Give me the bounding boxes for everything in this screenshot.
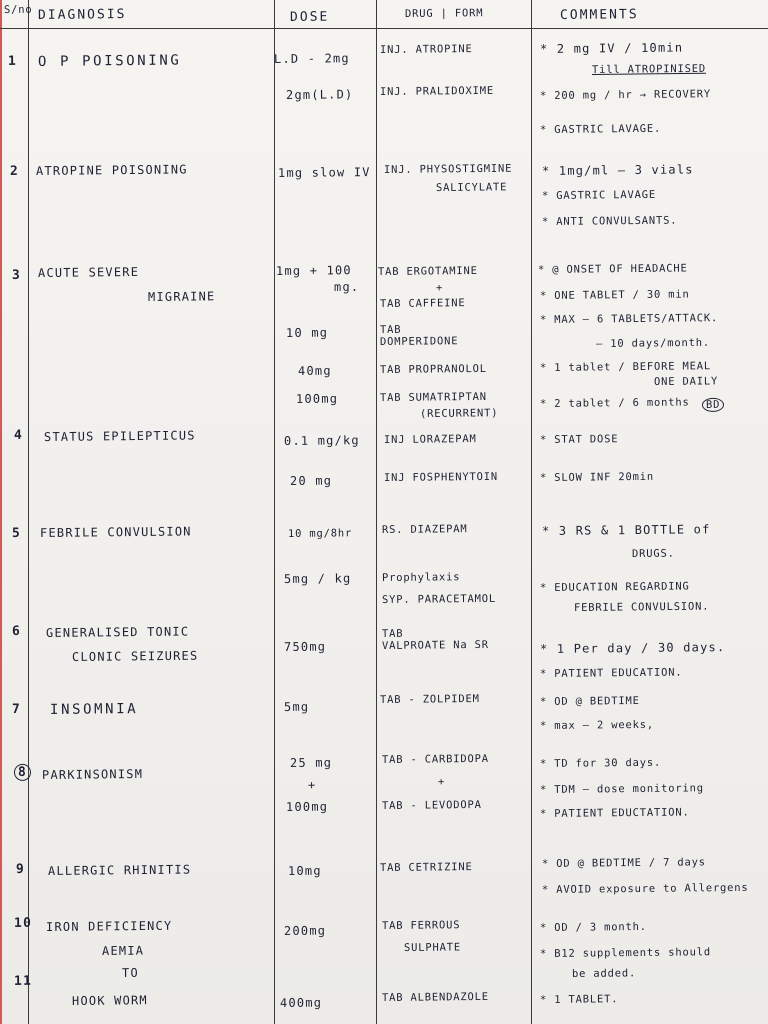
drug-text: SYP. PARACETAMOL xyxy=(381,592,497,606)
drug-text: DOMPERIDONE xyxy=(379,335,459,348)
drug-text: TAB - CARBIDOPA xyxy=(381,752,489,766)
comment-text: * 2 mg IV / 10min xyxy=(539,40,684,56)
dose-text: 750mg xyxy=(283,639,327,654)
header-underline xyxy=(0,28,768,29)
diagnosis-text: O P POISONING xyxy=(37,52,182,70)
comment-badge: BD xyxy=(702,398,724,412)
row-number: 9 xyxy=(15,861,26,877)
dose-text: 10 mg xyxy=(285,325,329,340)
dose-text: 20 mg xyxy=(289,473,333,488)
dose-text: 40mg xyxy=(297,363,332,378)
row-number: 6 xyxy=(11,623,22,639)
comment-text: * OD @ BEDTIME xyxy=(539,694,640,708)
comment-text: ONE DAILY xyxy=(653,375,719,388)
comment-text: * GASTRIC LAVAGE. xyxy=(539,122,662,136)
comment-text: * 1mg/ml — 3 vials xyxy=(541,162,694,178)
dose-text: 0.1 mg/kg xyxy=(283,433,360,448)
diagnosis-text: STATUS EPILEPTICUS xyxy=(43,428,196,444)
comment-text: * 1 tablet / BEFORE MEAL xyxy=(539,360,711,374)
dose-text: 400mg xyxy=(279,995,323,1010)
drug-text: SULPHATE xyxy=(403,941,462,954)
drug-text: TAB - LEVODOPA xyxy=(381,798,482,812)
diagnosis-text: INSOMNIA xyxy=(49,701,139,718)
row-number: 11 xyxy=(13,973,33,989)
dose-text: 1mg slow IV xyxy=(277,165,371,180)
diagnosis-text: CLONIC SEIZURES xyxy=(71,648,199,664)
comment-text: * OD / 3 month. xyxy=(539,920,647,934)
header-sno: S/no xyxy=(3,3,33,16)
diagnosis-text: ALLERGIC RHINITIS xyxy=(47,862,192,878)
dose-text: 200mg xyxy=(283,923,327,938)
comment-text: Till ATROPINISED xyxy=(591,62,707,76)
drug-text: INJ. PHYSOSTIGMINE xyxy=(383,162,513,176)
drug-text: (RECURRENT) xyxy=(419,407,499,420)
comment-text: * max — 2 weeks, xyxy=(539,718,655,732)
dose-text: L.D - 2mg xyxy=(273,51,350,66)
row-number: 2 xyxy=(9,163,20,179)
drug-text: VALPROATE Na SR xyxy=(381,638,489,652)
comment-text: * 200 mg / hr → RECOVERY xyxy=(539,88,711,102)
comment-text: * OD @ BEDTIME / 7 days xyxy=(541,856,706,870)
comment-text: be added. xyxy=(571,967,637,980)
diagnosis-text: ATROPINE POISONING xyxy=(35,162,188,178)
comment-text: * 2 tablet / 6 months xyxy=(539,396,690,410)
drug-text: TAB CAFFEINE xyxy=(379,297,466,310)
dose-text: 1mg + 100 xyxy=(275,263,352,278)
comment-text: * MAX — 6 TABLETS/ATTACK. xyxy=(539,312,719,326)
comment-text: * 1 Per day / 30 days. xyxy=(539,640,726,656)
diagnosis-text: HOOK WORM xyxy=(71,993,148,1008)
header-diagnosis: DIAGNOSIS xyxy=(37,7,127,23)
drug-text: + xyxy=(437,775,446,788)
drug-text: TAB PROPRANOLOL xyxy=(379,362,487,376)
comment-text: * B12 supplements should xyxy=(539,946,711,960)
dose-text: 2gm(L.D) xyxy=(285,87,354,102)
diagnosis-text: TO xyxy=(121,965,139,980)
margin-line xyxy=(0,0,2,1024)
header-dose: DOSE xyxy=(289,9,330,25)
diagnosis-text: FEBRILE CONVULSION xyxy=(39,524,192,540)
drug-text: TAB SUMATRIPTAN xyxy=(379,390,487,404)
drug-text: Prophylaxis xyxy=(381,571,461,584)
comment-text: — 10 days/month. xyxy=(595,336,711,350)
dose-text: 100mg xyxy=(285,799,329,814)
row-number: 8 xyxy=(14,764,31,781)
diagnosis-text: MIGRAINE xyxy=(147,289,216,304)
comment-text: * ANTI CONVULSANTS. xyxy=(541,214,678,228)
diagnosis-text: AEMIA xyxy=(101,943,145,958)
diagnosis-text: PARKINSONISM xyxy=(41,766,144,782)
drug-text: TAB xyxy=(379,323,402,336)
column-divider-comments xyxy=(531,0,532,1024)
comment-text: DRUGS. xyxy=(631,547,675,560)
comment-text: * EDUCATION REGARDING xyxy=(539,580,690,594)
drug-text: TAB xyxy=(381,627,404,640)
dose-text: 10 mg/8hr xyxy=(287,527,353,540)
dose-text: 5mg / kg xyxy=(283,571,352,586)
dose-text: + xyxy=(307,777,317,792)
drug-text: INJ LORAZEPAM xyxy=(383,433,477,446)
column-divider-drug xyxy=(376,0,377,1024)
comment-text: * SLOW INF 20min xyxy=(539,470,655,484)
drug-text: INJ. ATROPINE xyxy=(379,43,473,56)
comment-text: * GASTRIC LAVAGE xyxy=(541,188,657,202)
drug-text: TAB - ZOLPIDEM xyxy=(379,692,480,706)
dose-text: 10mg xyxy=(287,863,322,878)
column-divider-dose xyxy=(274,0,275,1024)
diagnosis-text: GENERALISED TONIC xyxy=(45,624,190,640)
dose-text: 5mg xyxy=(283,699,310,714)
comment-text: * ONE TABLET / 30 min xyxy=(539,288,690,302)
row-number: 10 xyxy=(13,915,33,931)
drug-text: TAB ERGOTAMINE xyxy=(377,264,478,278)
row-number: 3 xyxy=(11,267,22,283)
comment-text: * STAT DOSE xyxy=(539,433,619,446)
drug-text: RS. DIAZEPAM xyxy=(381,523,468,536)
drug-text: + xyxy=(435,281,444,294)
row-number: 4 xyxy=(13,427,24,443)
comment-text: * PATIENT EDUCTATION. xyxy=(539,806,690,820)
drug-text: TAB ALBENDAZOLE xyxy=(381,990,489,1004)
drug-text: TAB FERROUS xyxy=(381,919,461,932)
dose-text: mg. xyxy=(333,279,360,294)
diagnosis-text: ACUTE SEVERE xyxy=(37,264,140,280)
comment-text: * 3 RS & 1 BOTTLE of xyxy=(541,522,711,538)
column-divider-sno xyxy=(28,0,29,1024)
comment-text: * 1 TABLET. xyxy=(539,993,619,1006)
drug-text: INJ FOSPHENYTOIN xyxy=(383,470,499,484)
comment-text: * TDM — dose monitoring xyxy=(539,782,704,796)
header-comments: COMMENTS xyxy=(559,7,639,23)
dose-text: 100mg xyxy=(295,391,339,406)
row-number: 1 xyxy=(7,53,18,69)
diagnosis-text: IRON DEFICIENCY xyxy=(45,918,173,934)
dose-text: 25 mg xyxy=(289,755,333,770)
row-number: 7 xyxy=(11,701,22,717)
comment-text: * @ ONSET OF HEADACHE xyxy=(537,262,688,276)
comment-text: FEBRILE CONVULSION. xyxy=(573,600,710,614)
drug-text: INJ. PRALIDOXIME xyxy=(379,84,495,98)
comment-text: * AVOID exposure to Allergens xyxy=(541,881,749,896)
drug-text: TAB CETRIZINE xyxy=(379,861,473,874)
row-number: 5 xyxy=(11,525,22,541)
comment-text: * PATIENT EDUCATION. xyxy=(539,666,683,680)
header-drug-form: DRUG | FORM xyxy=(404,7,484,20)
comment-text: * TD for 30 days. xyxy=(539,756,662,770)
drug-text: SALICYLATE xyxy=(435,181,508,194)
